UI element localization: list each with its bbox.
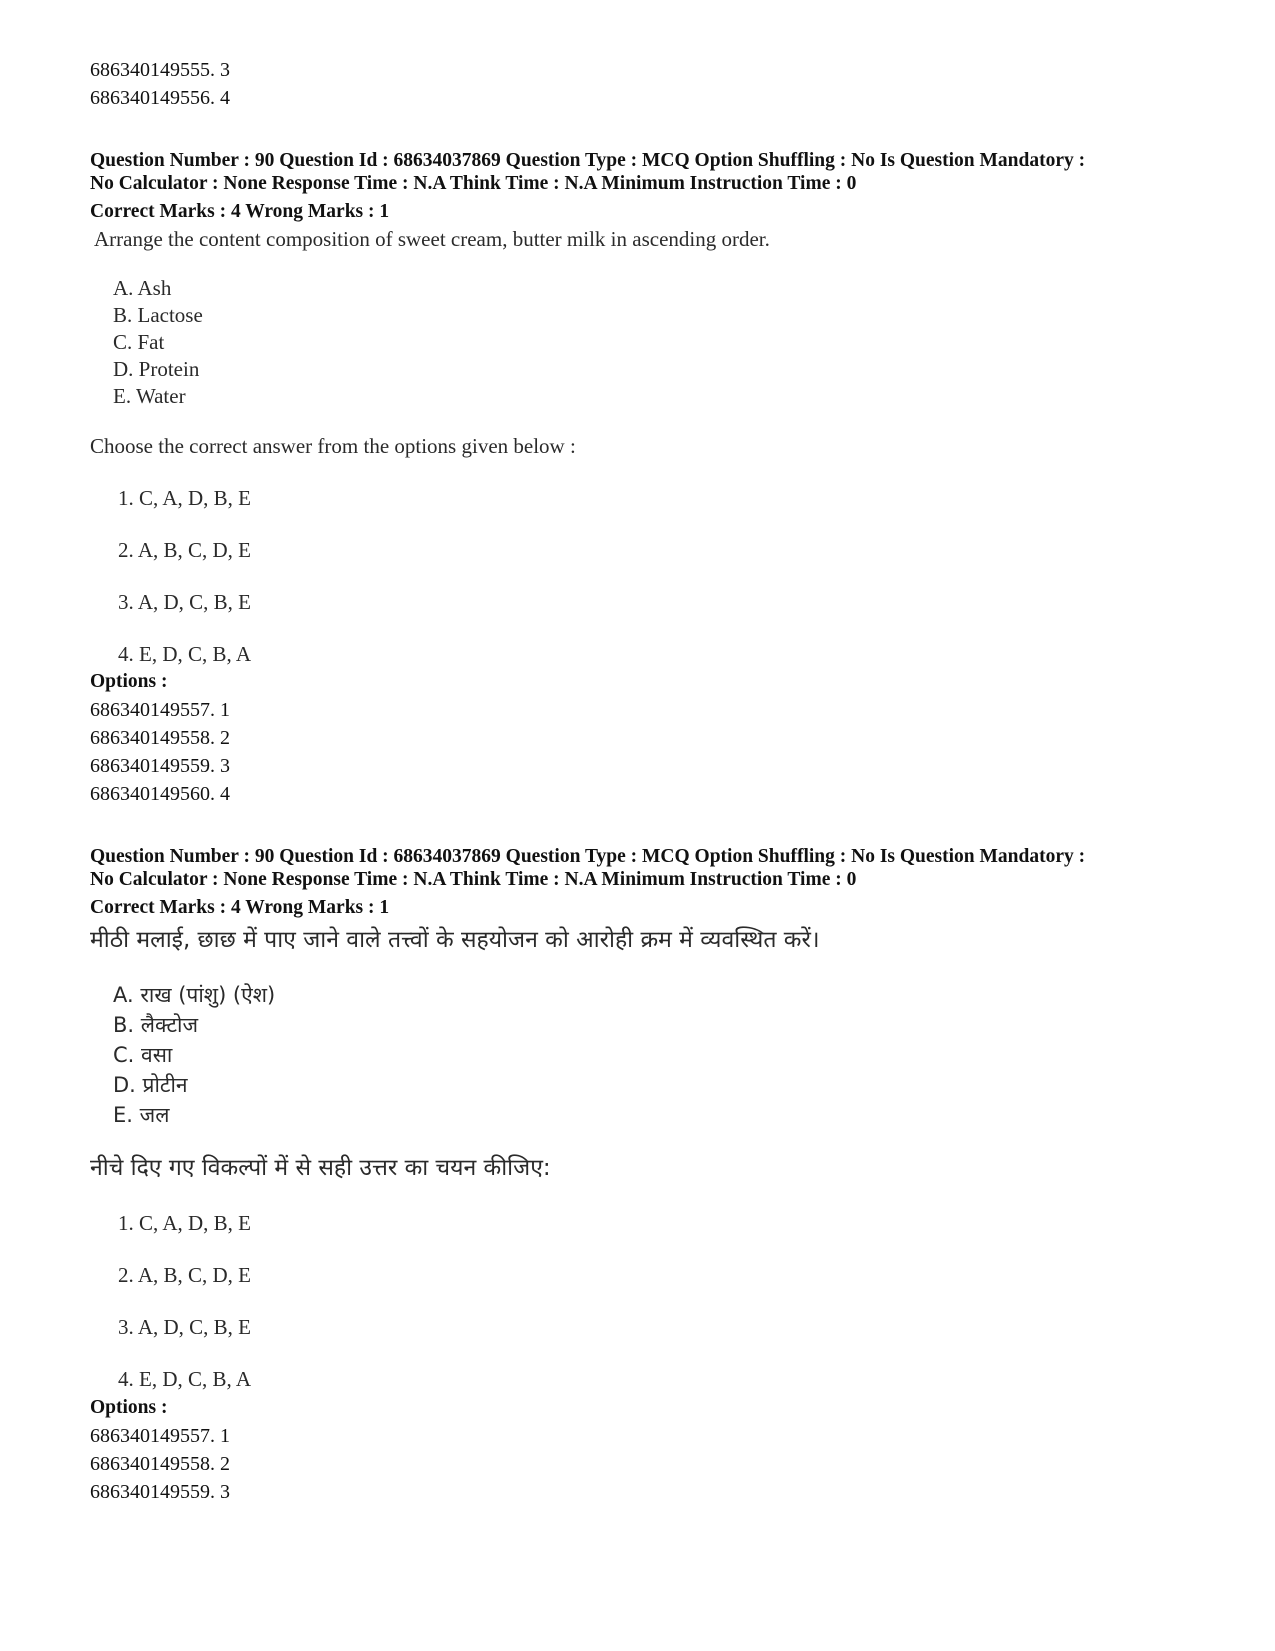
marks-line: Correct Marks : 4 Wrong Marks : 1 [90, 201, 390, 222]
option-id-line: 686340149560. 4 [90, 783, 230, 805]
option-id-line: 686340149559. 3 [90, 1481, 230, 1503]
answer-choice: 1. C, A, D, B, E [118, 486, 252, 510]
item-e: E. Water [113, 384, 186, 408]
question-header-line: Question Number : 90 Question Id : 68634037869 Question Type : MCQ Option Shuffling : No Is Question Mandatory : [90, 150, 1086, 171]
options-label: Options : [90, 671, 168, 692]
option-id-line: 686340149559. 3 [90, 755, 230, 777]
question-header-line: No Calculator : None Response Time : N.A Think Time : N.A Minimum Instruction Time : 0 [90, 173, 857, 194]
option-id-line: 686340149557. 1 [90, 1425, 230, 1447]
item-e: E. जल [113, 1103, 170, 1127]
question-header-line: Question Number : 90 Question Id : 68634037869 Question Type : MCQ Option Shuffling : No Is Question Mandatory : [90, 846, 1086, 867]
option-id-line: 686340149558. 2 [90, 727, 230, 749]
answer-choice: 4. E, D, C, B, A [118, 1367, 252, 1391]
item-b: B. लैक्टोज [113, 1013, 199, 1037]
answer-choice: 3. A, D, C, B, E [118, 590, 252, 614]
option-id-line: 686340149555. 3 [90, 59, 230, 81]
answer-choice: 2. A, B, C, D, E [118, 1263, 252, 1287]
item-a: A. Ash [113, 276, 172, 300]
marks-line: Correct Marks : 4 Wrong Marks : 1 [90, 897, 390, 918]
item-d: D. Protein [113, 357, 200, 381]
option-id-line: 686340149557. 1 [90, 699, 230, 721]
option-id-line: 686340149558. 2 [90, 1453, 230, 1475]
question-text: Arrange the content composition of sweet cream, butter milk in ascending order. [94, 227, 770, 251]
question-text: मीठी मलाई, छाछ में पाए जाने वाले तत्त्वों के सहयोजन को आरोही क्रम में व्यवस्थित करें। [90, 927, 820, 953]
item-c: C. वसा [113, 1043, 173, 1067]
item-c: C. Fat [113, 330, 165, 354]
options-label: Options : [90, 1397, 168, 1418]
item-a: A. राख (पांशु) (ऐश) [113, 983, 276, 1007]
instruction-text: नीचे दिए गए विकल्पों में से सही उत्तर का चयन कीजिए: [90, 1155, 551, 1181]
answer-choice: 1. C, A, D, B, E [118, 1211, 252, 1235]
question-header-line: No Calculator : None Response Time : N.A Think Time : N.A Minimum Instruction Time : 0 [90, 869, 857, 890]
answer-choice: 3. A, D, C, B, E [118, 1315, 252, 1339]
answer-choice: 2. A, B, C, D, E [118, 538, 252, 562]
item-b: B. Lactose [113, 303, 203, 327]
option-id-line: 686340149556. 4 [90, 87, 230, 109]
item-d: D. प्रोटीन [113, 1073, 188, 1097]
instruction-text: Choose the correct answer from the options given below : [90, 434, 576, 458]
answer-choice: 4. E, D, C, B, A [118, 642, 252, 666]
